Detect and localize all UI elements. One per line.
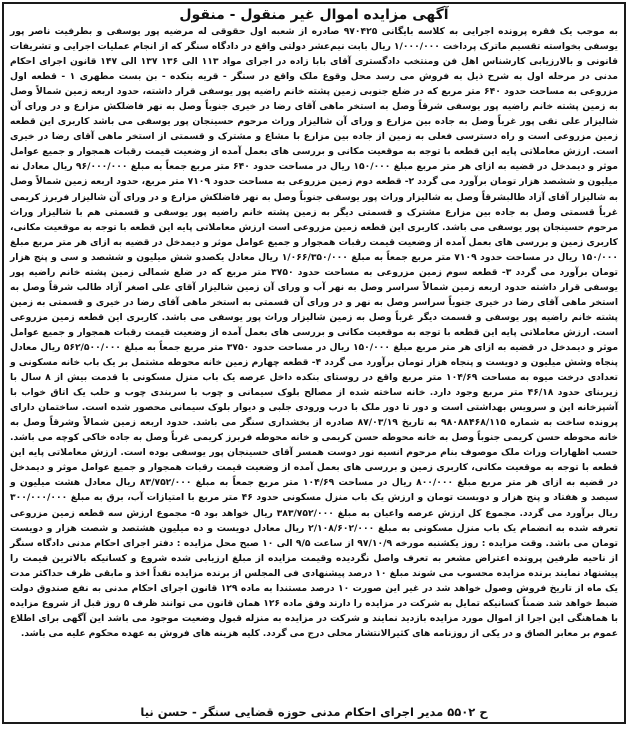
notice-body: به موجب یک فقره پرونده اجرایی به کلاسه بایگانی ۹۷۰۴۲۵ صادره از شعبه اول حقوقی له مرضیه پور یوسفی و بطرفیت ناصر پور یوسفی بخواسته تقسیم ماترک پرداخت ۱/۰۰۰/۰۰۰ ریال بابت نیم‌عشر دولتی واقع در دادگاه سنگر که از انجام عملیات اجرایی و تشریفات قانونی و بالارزیابی کارشناس اهل فن ومنتخب دادگستری آقای بابا زاده در اجرای مواد ۱۱۳ الی ۱۳۶ ۱۳۷ الی ۱۴۷ قانون اجرای احکام مدنی در مرحله اول به شرح ذیل به فروش می رسد محل وقوع ملک واقع در سنگر - قریه بنکده - بن بست مطهری ۱ - قطعه اول مزروعی به مساحت حدود ۶۴۰ متر مربع که در ضلع جنوبی زمین پشته خانم راضیه پور یوسفی قرار داشته، حدود اربعه زمین شمالاً وصل به زمین پشته خانم راضیه پور یوسفی شرقاً وصل به استخر ماهی آقای رضا در خیری جنوباً وصل به نهر فاضلکش مزارع و در ورای آن شالیزار علی نقی پور غرباً وصل به جاده بین مزارع و ورای آن شالیزار وراث مرحوم حسینجان پور یوسفی می باشد کاربری این قطعه زمین مزروعی است و راه دسترسی فعلی به زمین از جاده بین مزارع با مشاع و مشترک و قسمتی از استخر ماهی آقای رضا در خیری است. ارزش معاملاتی پایه این قطعه با توجه به موقعیت مکانی و بررسی های بعمل آمده از وضعیت قیمت رقبات همجوار و جمیع عوامل موثر و دیمدخل در قضیه به ازای هر متر مربع مبلغ ۱۵۰/۰۰۰ ریال در مساحت حدود ۶۴۰ متر مربع جمعاً به مبلغ ۹۶/۰۰۰/۰۰۰ ریال معادل نه میلیون و ششصد هزار تومان برآورد می گردد ۲- قطعه دوم زمین مزروعی به مساحت حدود ۷۱۰۹ متر مربع، حدود اربعه زمین شمالاً وصل به شالیزار آقای آزاد طالبشرقاً وصل به شالیزار وراث پور یوسفی جنوباً وصل به نهر فاضلکش مزارع و در ورای آن شالیزار فربرز کریمی غرباً قسمتی وصل به جاده بین مزارع مشترک و قسمتی دیگر به زمین پشته خانم راضیه پور یوسفی و قسمتی هم با شالیزار وراث مرحوم حسینجان پور یوسفی می باشد. کاربری این قطعه زمین مزروعی است ارزش معاملاتی پایه این قطعه با توجه به موقعیت مکانی، کاربری زمین و بررسی های بعمل آمده از وضعیت قیمت رقبات همجوار و جمیع عوامل موثر و دیمدخل در قضیه به ازای هر متر مربع مبلغ ۱۵۰/۰۰۰ ریال در مساحت حدود ۷۱۰۹ متر مربع جمعاً به مبلغ ۱/۰۶۶/۳۵۰/۰۰۰ ریال معادل یکصدو شش میلیون و ششصد و سی و پنج هزار تومان برآورد می گردد ۳- قطعه سوم زمین مزروعی به مساحت حدود ۳۷۵۰ متر مربع که در ضلع شمالی زمین پشته خانم راضیه پور یوسفی قرار داشته حدود اربعه زمین شمالاً سراسر وصل به نهر آب و ورای آن زمین شالیزار آقای علی اصغر آزاد طالب شرقاً وصل به استخر ماهی آقای رضا در خیری جنوباً سراسر وصل به نهر و در ورای آن قسمتی به استخر ماهی آقای رضا در خیری و قسمتی به زمین پشته خانم راضیه پور یوسفی و قسمت دیگر غرباً وصل به زمین شالیزار وراث پور یوسفی می باشد. کاربری این قطعه زمین مزروعی است. ارزش معاملاتی پایه این قطعه با توجه به موقعیت مکانی و بررسی های بعمل آمده از وضعیت قیمت رقبات همجوار و جمیع عوامل موثر و دیمدخل در قضیه به ازای هر متر مربع مبلغ ۱۵۰/۰۰۰ ریال در مساحت حدود ۳۷۵۰ متر مربع جمعاً به مبلغ ۵۶۲/۵۰۰/۰۰۰ ریال معادل پنجاه وشش میلیون و دویست و پنجاه هزار تومان برآورد می گردد ۴- قطعه چهارم زمین خانه محوطه مشتمل بر یک باب خانه مسکونی و تعدادی درخت میوه به مساحت ۱۰۴/۶۹ متر مربع واقع در روستای بنکده داخل عرصه یک باب منزل مسکونی با قدمت بیش از ۸ سال با زیربنای حدود ۴۶/۱۸ متر مربع وجود دارد. خانه ساخته شده از مصالح بلوک سیمانی و چوب با سربندی چوب و حلب یک اتاق خواب با آشپزخانه این و سرویس بهداشتی است و دور تا دور ملک با درب ورودی جلبی و دیوار بلوک سیمانی محصور شده است. ساختمان دارای پرونده ساخت به شماره ۹۸۰۸۸۴۶۸/۱۱۵ به تاریخ ۸۷/۰۳/۱۹ صادره از بخشداری سنگر می باشد. حدود اربعه زمین شمالاً وشرقاً وصل به خانه محوطه حسن کریمی جنوباً وصل به خانه محوطه حسن کریمی و خانه محوطه فربرز کریمی غرباً وصل به جاده خاکی کوچه می باشد. حسب اظهارات وراث ملک موصوف بنام مرحوم انسیه نور دوست همسر آقای حسینجان پور یوسفی بوده است. ارزش معاملاتی پایه این قطعه با توجه به موقعیت مکانی، کاربری زمین و بررسی های بعمل آمده از وضعیت قیمت رقبات همجوار و جمیع عوامل موثر و دیمدخل در قضیه به ازای هر متر مربع مبلغ ۸۰۰/۰۰۰ ریال در مساحت ۱۰۴/۶۹ متر مربع جمعاً به مبلغ ۸۳/۷۵۲/۰۰۰ ریال معادل هشت میلیون و سیصد و هفتاد و پنج هزار و دویست تومان و ارزش یک باب منزل مسکونی حدود ۴۶ متر مربع با امتیازات آب، برق به مبلغ ۳۰۰/۰۰۰/۰۰۰ ریال برآورد می گردد. مجموع کل ارزش عرصه واعیان به مبلغ ۳۸۳/۷۵۲/۰۰۰ ریال خواهد بود ۵- مجموع ارزش سه قطعه زمین مزروعی تعرفه شده به انضمام یک باب منزل مسکونی به مبلغ ۲/۱۰۸/۶۰۲/۰۰۰ ریال معادل دویست و ده میلیون هشتصد و شصت هزار و دویست تومان می باشد. وقت مزایده : روز یکشنبه مورخه ۹۷/۱۰/۹ از ساعت ۹/۵ الی ۱۰ صبح محل مزایده : دفتر اجرای احکام مدنی دادگاه سنگر از ناحیه طرفین پرونده اعتراض مشعر به تعرف واصل نگردیده وقیمت مزایده از مبلغ ارزیابی شده شروع و کسانیکه بالاترین قیمت را پیشنهاد نمایند برنده مزایده محسوب می شوند مبلغ ۱۰ درصد پیشنهادی فی المجلس از برنده مزایده نقداً اخذ و مابقی ظرف حداکثر مدت یک ماه از تاریخ فروش وصول خواهد شد در غیر این صورت ۱۰ درصد مستندا به ماده ۱۲۹ قانون اجرای احکام مدنی به نفع صندوق دولت ضبط خواهد شد ضمناً کسانیکه تمایل به شرکت در مزایده را دارند وفق ماده ۱۲۶ همان قانون می توانند ظرف ۵ روز قبل از شروع مزایده با هماهنگی این اجرا از اموال مورد مزایده بازدید نمایند و شرکت در مزایده به منزله قبول وضعیت موجود می باشد این آگهی برای اطلاع عموم بر معابر الصاق و در یکی از روزنامه های کثیرالانتشار محلی درج می گردد. کلیه هزینه های فروش به عهده محکوم علیه می باشد. — [10, 26, 619, 639]
notice-title: آگهی مزایده اموال غیر منقول - منقول — [179, 7, 449, 23]
auction-notice — [2, 2, 626, 724]
notice-signature: ح ۵۵۰۲ مدیر اجرای احکام مدنی حوزه قضایی سنگر - حسن نیا — [140, 705, 488, 719]
